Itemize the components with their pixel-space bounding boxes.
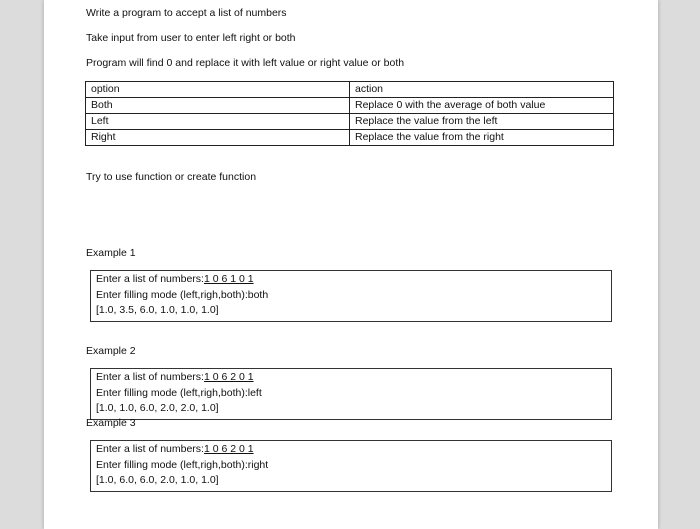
mode-prompt: Enter filling mode (left,righ,both): — [96, 458, 248, 471]
example-2-box — [90, 368, 612, 420]
table-cell-action: Replace the value from the right — [350, 130, 614, 146]
hint-text: Try to use function or create function — [86, 171, 257, 183]
input-prompt: Enter a list of numbers: — [96, 273, 204, 285]
input-value: 1 0 6 2 0 1 — [203, 371, 254, 383]
input-value: 1 0 6 2 0 1 — [203, 443, 254, 455]
input-prompt: Enter a list of numbers: — [96, 443, 204, 455]
example-3-box — [90, 440, 612, 492]
example-2-mode-line — [96, 386, 606, 402]
example-1-output: [1.0, 3.5, 6.0, 1.0, 1.0, 1.0] — [96, 304, 219, 316]
table-header-row — [86, 82, 614, 98]
table-row — [86, 130, 614, 146]
intro-line-3: Program will find 0 and replace it with left value or right value or both — [86, 57, 405, 69]
document-page — [44, 0, 658, 529]
example-1-box — [90, 270, 612, 322]
input-prompt: Enter a list of numbers: — [96, 371, 204, 383]
example-1-title: Example 1 — [86, 247, 136, 259]
example-3-title: Example 3 — [86, 417, 136, 429]
mode-prompt: Enter filling mode (left,righ,both): — [96, 288, 248, 301]
intro-line-2: Take input from user to enter left right or both — [86, 32, 296, 44]
example-2-title: Example 2 — [86, 345, 136, 357]
example-1-input-line — [96, 272, 606, 288]
table-header-action: action — [350, 82, 614, 98]
table-row — [86, 98, 614, 114]
example-3-output: [1.0, 6.0, 6.0, 2.0, 1.0, 1.0] — [96, 474, 219, 486]
table-cell-action: Replace 0 with the average of both value — [350, 98, 614, 114]
table-cell-option: Both — [86, 98, 350, 114]
table-cell-option: Right — [86, 130, 350, 146]
example-2-output: [1.0, 1.0, 6.0, 2.0, 2.0, 1.0] — [96, 402, 219, 414]
table-header-option: option — [86, 82, 350, 98]
intro-line-1: Write a program to accept a list of numbers — [86, 7, 287, 19]
input-value: 1 0 6 1 0 1 — [203, 273, 254, 285]
example-1-mode-line — [96, 288, 606, 304]
table-cell-option: Left — [86, 114, 350, 130]
example-3-input-line — [96, 442, 606, 458]
example-2-input-line — [96, 370, 606, 386]
options-table — [85, 81, 614, 146]
table-cell-action: Replace the value from the left — [350, 114, 614, 130]
mode-value: left — [247, 386, 262, 399]
mode-value: both — [247, 288, 269, 301]
example-3-mode-line — [96, 458, 606, 474]
mode-value: right — [247, 458, 269, 471]
mode-prompt: Enter filling mode (left,righ,both): — [96, 386, 248, 399]
table-row — [86, 114, 614, 130]
